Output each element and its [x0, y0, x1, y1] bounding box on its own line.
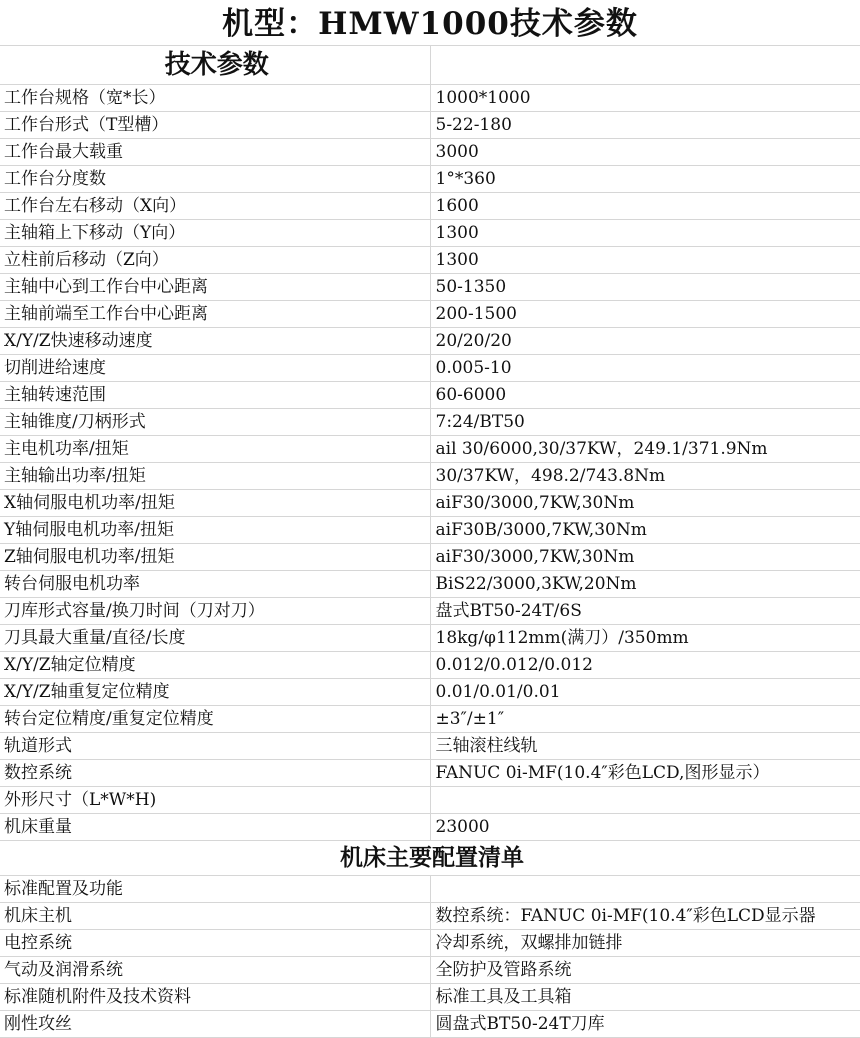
- spec-row: [0, 760, 860, 787]
- row-value: 18kg/φ112mm(满刀）/350mm: [430, 625, 860, 652]
- row-label: 工作台形式（T型槽）: [0, 112, 430, 139]
- row-value: 三轴滚柱线轨: [430, 733, 860, 760]
- spec-row: [0, 787, 860, 814]
- row-label: 转台伺服电机功率: [0, 571, 430, 598]
- section-title-config-list: 机床主要配置清单: [0, 841, 860, 876]
- spec-row: [0, 382, 860, 409]
- spec-row: [0, 355, 860, 382]
- row-label: 立柱前后移动（Z向）: [0, 247, 430, 274]
- row-label: 数控系统: [0, 760, 430, 787]
- section-header-empty-cell: [430, 46, 860, 85]
- row-value: 1600: [430, 193, 860, 220]
- row-value: 标准工具及工具箱: [430, 984, 860, 1011]
- spec-row: [0, 625, 860, 652]
- row-label: 刀具最大重量/直径/长度: [0, 625, 430, 652]
- row-label: 主轴锥度/刀柄形式: [0, 409, 430, 436]
- row-label: 主轴前端至工作台中心距离: [0, 301, 430, 328]
- row-value: 0.01/0.01/0.01: [430, 679, 860, 706]
- row-value: 0.012/0.012/0.012: [430, 652, 860, 679]
- row-label: 标准配置及功能: [0, 876, 430, 903]
- config-row: [0, 957, 860, 984]
- row-label: 主轴输出功率/扭矩: [0, 463, 430, 490]
- spec-row: [0, 220, 860, 247]
- row-value: 50-1350: [430, 274, 860, 301]
- config-row: [0, 1011, 860, 1038]
- row-label: 机床主机: [0, 903, 430, 930]
- row-value: 盘式BT50-24T/6S: [430, 598, 860, 625]
- spec-row: [0, 409, 860, 436]
- spec-row: [0, 274, 860, 301]
- row-value: 3000: [430, 139, 860, 166]
- config-row: [0, 930, 860, 957]
- spec-sheet-table: [0, 45, 860, 1038]
- spec-row: [0, 328, 860, 355]
- spec-row: [0, 598, 860, 625]
- row-value: 圆盘式BT50-24T刀库: [430, 1011, 860, 1038]
- config-row: [0, 876, 860, 903]
- spec-row: [0, 112, 860, 139]
- row-value: 1°*360: [430, 166, 860, 193]
- row-label: 主电机功率/扭矩: [0, 436, 430, 463]
- spec-row: [0, 517, 860, 544]
- row-label: X/Y/Z轴定位精度: [0, 652, 430, 679]
- row-value: 20/20/20: [430, 328, 860, 355]
- spec-row: [0, 463, 860, 490]
- row-value: 全防护及管路系统: [430, 957, 860, 984]
- spec-row: [0, 139, 860, 166]
- spec-row: [0, 301, 860, 328]
- row-label: Y轴伺服电机功率/扭矩: [0, 517, 430, 544]
- row-label: 工作台规格（宽*长）: [0, 85, 430, 112]
- row-value: 5-22-180: [430, 112, 860, 139]
- row-value: 30/37KW，498.2/743.8Nm: [430, 463, 860, 490]
- section-header-row: [0, 46, 860, 85]
- row-value: aiF30/3000,7KW,30Nm: [430, 544, 860, 571]
- row-label: 工作台左右移动（X向）: [0, 193, 430, 220]
- row-label: X/Y/Z快速移动速度: [0, 328, 430, 355]
- spec-row: [0, 679, 860, 706]
- config-row: [0, 903, 860, 930]
- spec-row: [0, 571, 860, 598]
- row-label: 外形尺寸（L*W*H): [0, 787, 430, 814]
- row-label: 工作台最大载重: [0, 139, 430, 166]
- row-label: 电控系统: [0, 930, 430, 957]
- row-value: 200-1500: [430, 301, 860, 328]
- row-label: 机床重量: [0, 814, 430, 841]
- row-value: ΒiS22/3000,3KW,20Nm: [430, 571, 860, 598]
- section-header-row: [0, 841, 860, 876]
- row-label: 刀库形式容量/换刀时间（刀对刀）: [0, 598, 430, 625]
- row-value: 1000*1000: [430, 85, 860, 112]
- row-label: 标准随机附件及技术资料: [0, 984, 430, 1011]
- row-label: 转台定位精度/重复定位精度: [0, 706, 430, 733]
- config-row: [0, 984, 860, 1011]
- page-title: 机型：HMW1000技术参数: [222, 6, 638, 42]
- row-label: 刚性攻丝: [0, 1011, 430, 1038]
- spec-row: [0, 193, 860, 220]
- spec-row: [0, 733, 860, 760]
- section-title-tech-params: 技术参数: [0, 46, 430, 85]
- row-value: FANUC 0i-MF(10.4″彩色LCD,图形显示）: [430, 760, 860, 787]
- row-value: aiF30B/3000,7KW,30Nm: [430, 517, 860, 544]
- row-value: 23000: [430, 814, 860, 841]
- row-label: X/Y/Z轴重复定位精度: [0, 679, 430, 706]
- row-label: X轴伺服电机功率/扭矩: [0, 490, 430, 517]
- row-value: [430, 787, 860, 814]
- row-label: 切削进给速度: [0, 355, 430, 382]
- row-value: ail 30/6000,30/37KW，249.1/371.9Nm: [430, 436, 860, 463]
- row-value: ±3″/±1″: [430, 706, 860, 733]
- row-value: aiF30/3000,7KW,30Nm: [430, 490, 860, 517]
- row-label: 主轴箱上下移动（Y向）: [0, 220, 430, 247]
- spec-row: [0, 544, 860, 571]
- row-value: 1300: [430, 247, 860, 274]
- spec-row: [0, 814, 860, 841]
- spec-row: [0, 706, 860, 733]
- spec-row: [0, 490, 860, 517]
- row-label: 轨道形式: [0, 733, 430, 760]
- row-label: 工作台分度数: [0, 166, 430, 193]
- row-value: 冷却系统，双螺排加链排: [430, 930, 860, 957]
- spec-row: [0, 652, 860, 679]
- row-label: 主轴中心到工作台中心距离: [0, 274, 430, 301]
- spec-row: [0, 85, 860, 112]
- row-value: 1300: [430, 220, 860, 247]
- spec-row: [0, 436, 860, 463]
- row-label: 主轴转速范围: [0, 382, 430, 409]
- row-label: 气动及润滑系统: [0, 957, 430, 984]
- spec-row: [0, 166, 860, 193]
- row-label: Z轴伺服电机功率/扭矩: [0, 544, 430, 571]
- row-value: [430, 876, 860, 903]
- row-value: 60-6000: [430, 382, 860, 409]
- spec-row: [0, 247, 860, 274]
- row-value: 7:24/BT50: [430, 409, 860, 436]
- row-value: 数控系统：FANUC 0i-MF(10.4″彩色LCD显示器: [430, 903, 860, 930]
- row-value: 0.005-10: [430, 355, 860, 382]
